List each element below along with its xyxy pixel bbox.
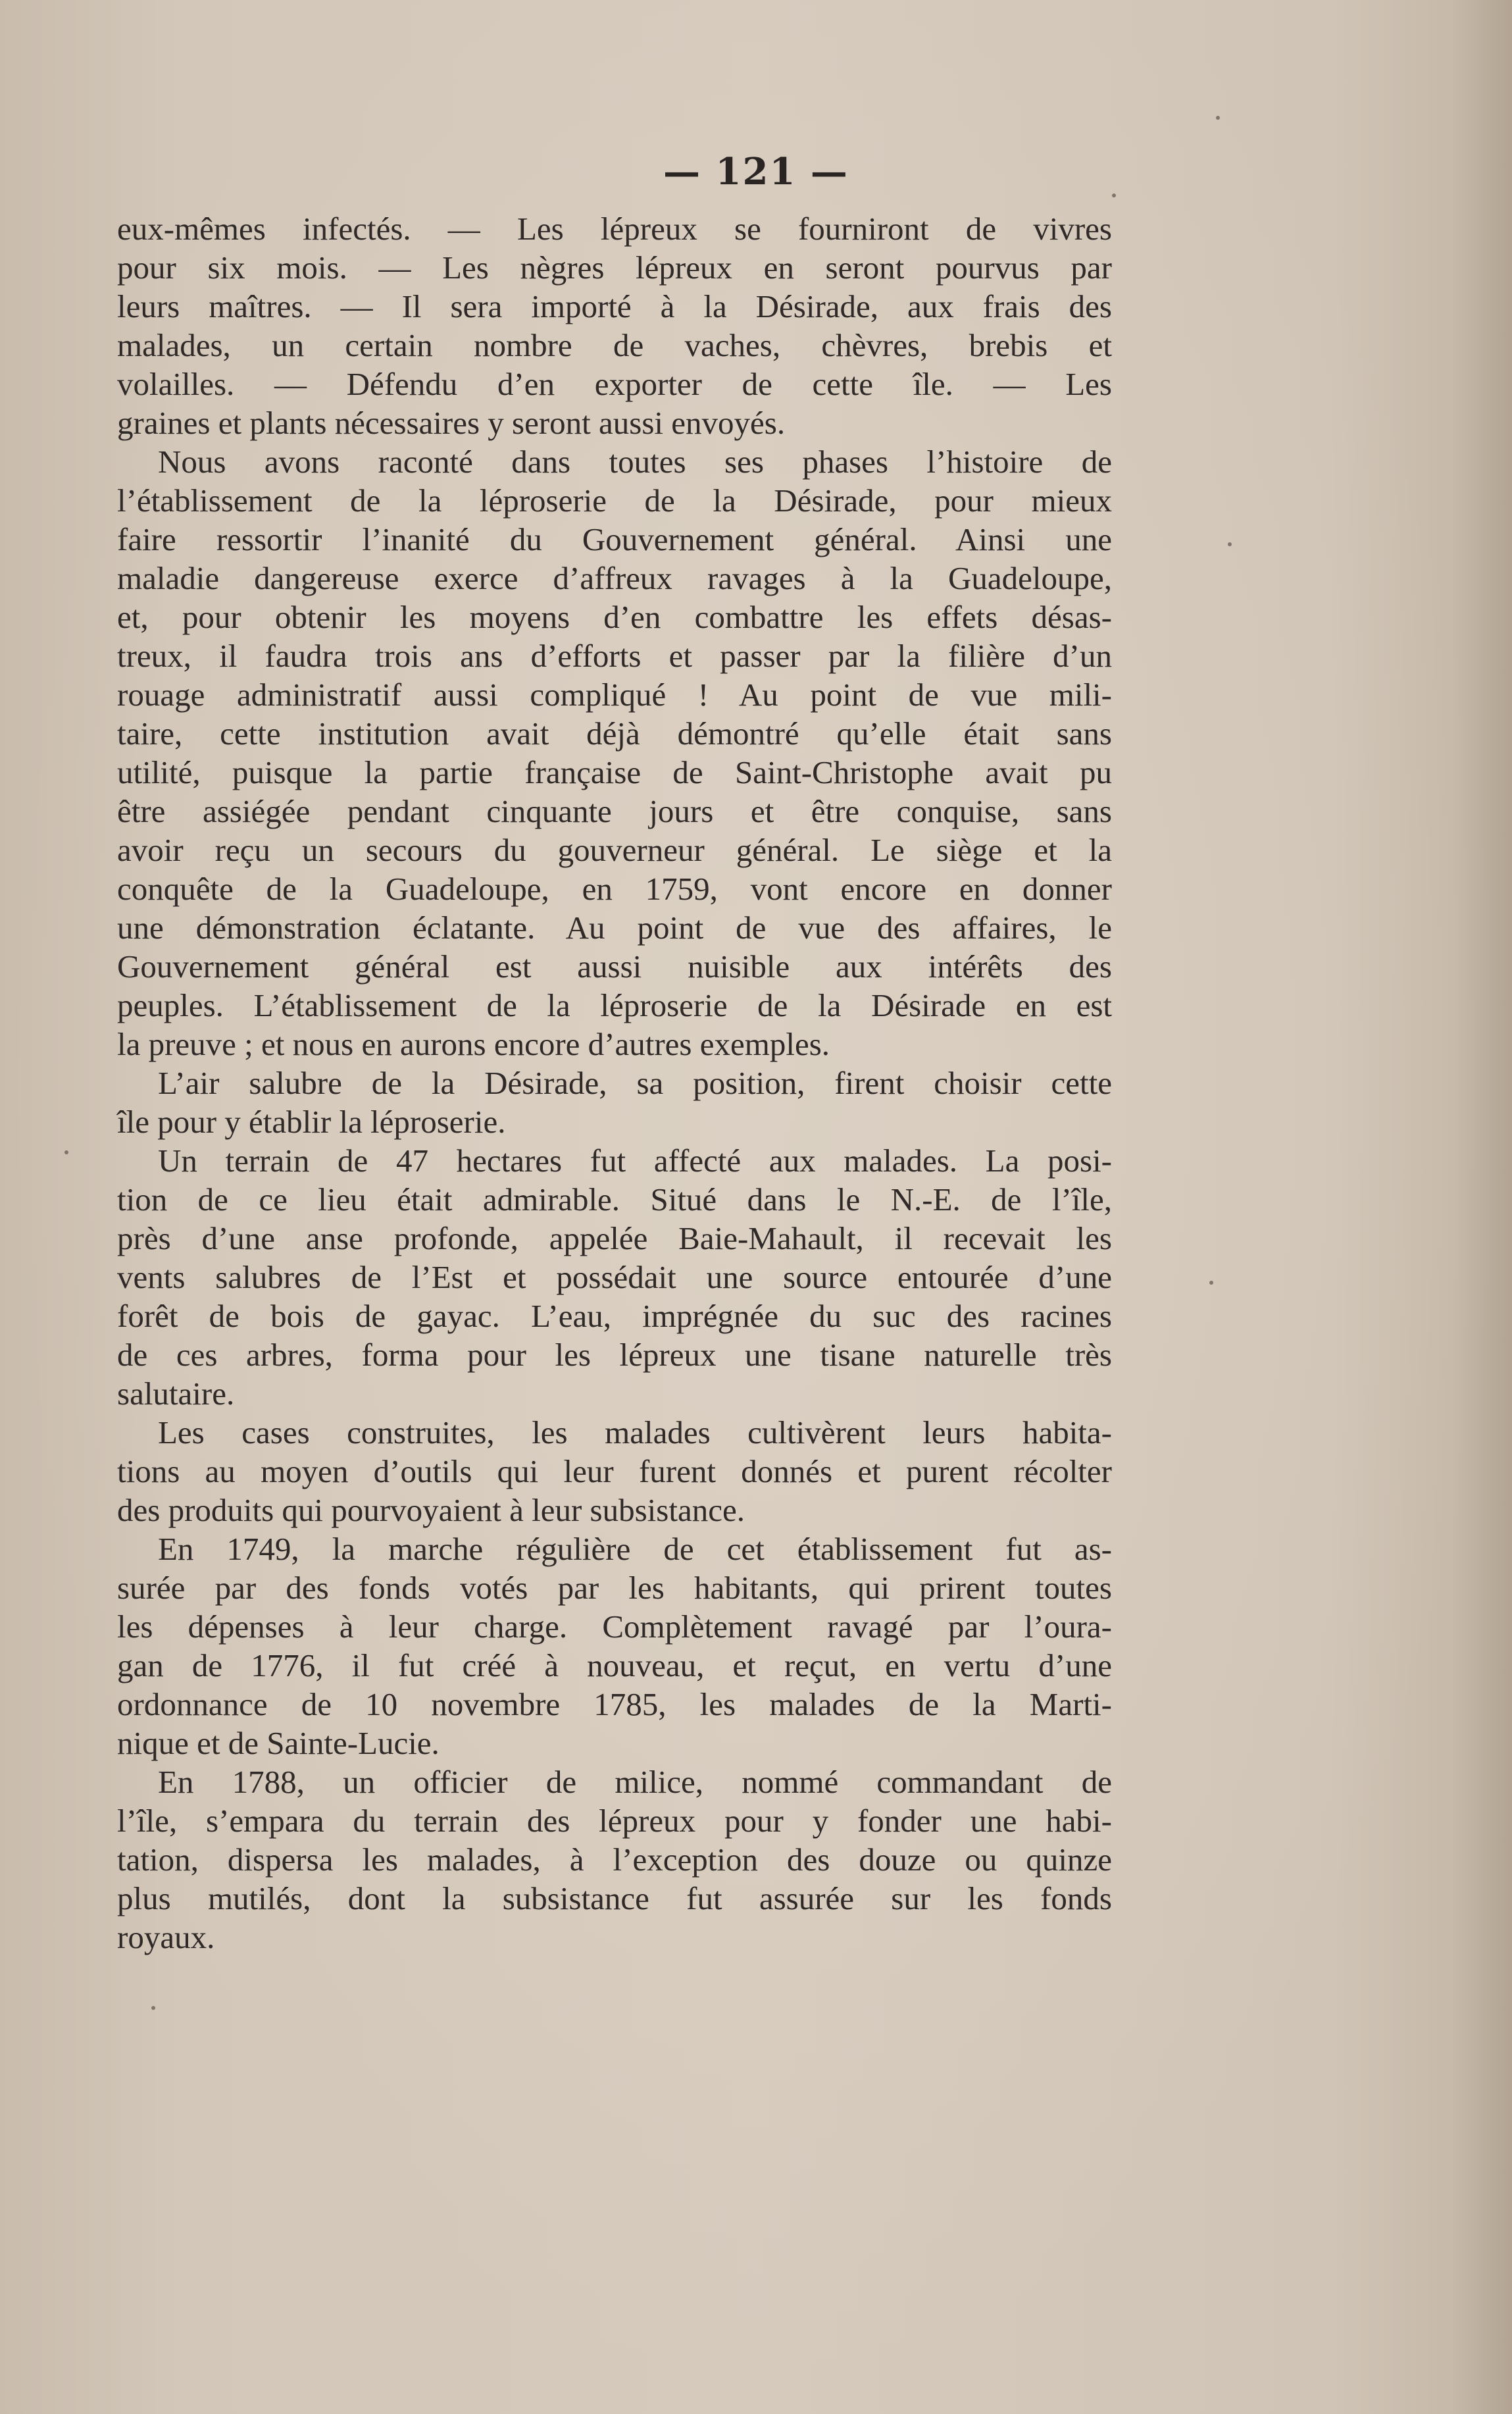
text-line: malades, un certain nombre de vaches, chèvres, brebis et [117,327,1112,363]
text-line: l’île, s’empara du terrain des lépreux pour y fonder une habi- [117,1803,1112,1839]
text-line: de ces arbres, forma pour les lépreux une tisane naturelle très [117,1337,1112,1373]
text-line: des produits qui pourvoyaient à leur subsistance. [117,1492,745,1528]
text-line: gan de 1776, il fut créé à nouveau, et reçut, en vertu d’une [117,1647,1112,1683]
text-line: peuples. L’établissement de la léproserie de la Désirade en est [117,987,1112,1023]
text-line: volailles. — Défendu d’en exporter de cette île. — Les [117,366,1112,402]
text-line: près d’une anse profonde, appelée Baie-Mahault, il recevait les [117,1220,1112,1256]
text-line: tions au moyen d’outils qui leur furent donnés et purent récolter [117,1453,1112,1489]
text-line: Nous avons raconté dans toutes ses phases l’histoire de [158,444,1112,480]
text-line: utilité, puisque la partie française de Saint-Christophe avait pu [117,754,1112,790]
text-line: tation, dispersa les malades, à l’exception des douze ou quinze [117,1841,1112,1878]
text-line: plus mutilés, dont la subsistance fut assurée sur les fonds [117,1880,1112,1916]
text-line: et, pour obtenir les moyens d’en combattre les effets désas- [117,599,1112,635]
paper-speck [1216,116,1220,120]
text-line: Gouvernement général est aussi nuisible aux intérêts des [117,948,1112,985]
text-line: les dépenses à leur charge. Complètement ravagé par l’oura- [117,1608,1112,1645]
text-line: En 1788, un officier de milice, nommé commandant de [158,1764,1112,1800]
text-line: tion de ce lieu était admirable. Situé dans le N.-E. de l’île, [117,1181,1112,1218]
text-line: conquête de la Guadeloupe, en 1759, vont encore en donner [117,871,1112,907]
text-line: nique et de Sainte-Lucie. [117,1725,440,1761]
text-line: l’établissement de la léproserie de la Désirade, pour mieux [117,482,1112,519]
text-line: taire, cette institution avait déjà démontré qu’elle était sans [117,715,1112,752]
text-line: pour six mois. — Les nègres lépreux en seront pourvus par [117,249,1112,286]
paper-speck [64,1150,68,1154]
text-line: vents salubres de l’Est et possédait une source entourée d’une [117,1259,1112,1295]
text-line: ordonnance de 10 novembre 1785, les malades de la Marti- [117,1686,1112,1722]
text-line: la preuve ; et nous en aurons encore d’autres exemples. [117,1026,830,1062]
paper-speck [1112,193,1116,197]
page-edge-shadow [1453,0,1512,2414]
text-line: être assiégée pendant cinquante jours et être conquise, sans [117,793,1112,829]
text-line: une démonstration éclatante. Au point de vue des affaires, le [117,910,1112,946]
text-line: treux, il faudra trois ans d’efforts et passer par la filière d’un [117,638,1112,674]
text-line: forêt de bois de gayac. L’eau, imprégnée du suc des racines [117,1298,1112,1334]
text-line: En 1749, la marche régulière de cet établissement fut as- [158,1531,1112,1567]
paper-speck [1228,542,1232,546]
text-line: maladie dangereuse exerce d’affreux ravages à la Guadeloupe, [117,560,1112,596]
text-line: surée par des fonds votés par les habitants, qui prirent toutes [117,1570,1112,1606]
text-line: Les cases construites, les malades cultivèrent leurs habita- [158,1414,1112,1451]
text-line: L’air salubre de la Désirade, sa position, firent choisir cette [158,1065,1112,1101]
text-line: avoir reçu un secours du gouverneur général. Le siège et la [117,832,1112,868]
text-line: faire ressortir l’inanité du Gouvernement général. Ainsi une [117,521,1112,557]
text-line: graines et plants nécessaires y seront aussi envoyés. [117,405,786,441]
text-line: leurs maîtres. — Il sera importé à la Désirade, aux frais des [117,288,1112,324]
text-line: salutaire. [117,1375,235,1412]
text-line: île pour y établir la léproserie. [117,1104,506,1140]
paper-speck [151,2006,155,2010]
text-line: royaux. [117,1919,215,1955]
text-line: eux-mêmes infectés. — Les lépreux se fourniront de vivres [117,211,1112,247]
text-line: rouage administratif aussi compliqué ! Au point de vue mili- [117,677,1112,713]
text-line: Un terrain de 47 hectares fut affecté aux malades. La posi- [158,1143,1112,1179]
page-number: — 121 — [663,150,849,193]
paper-speck [1209,1281,1213,1285]
body-text [117,209,1112,1957]
